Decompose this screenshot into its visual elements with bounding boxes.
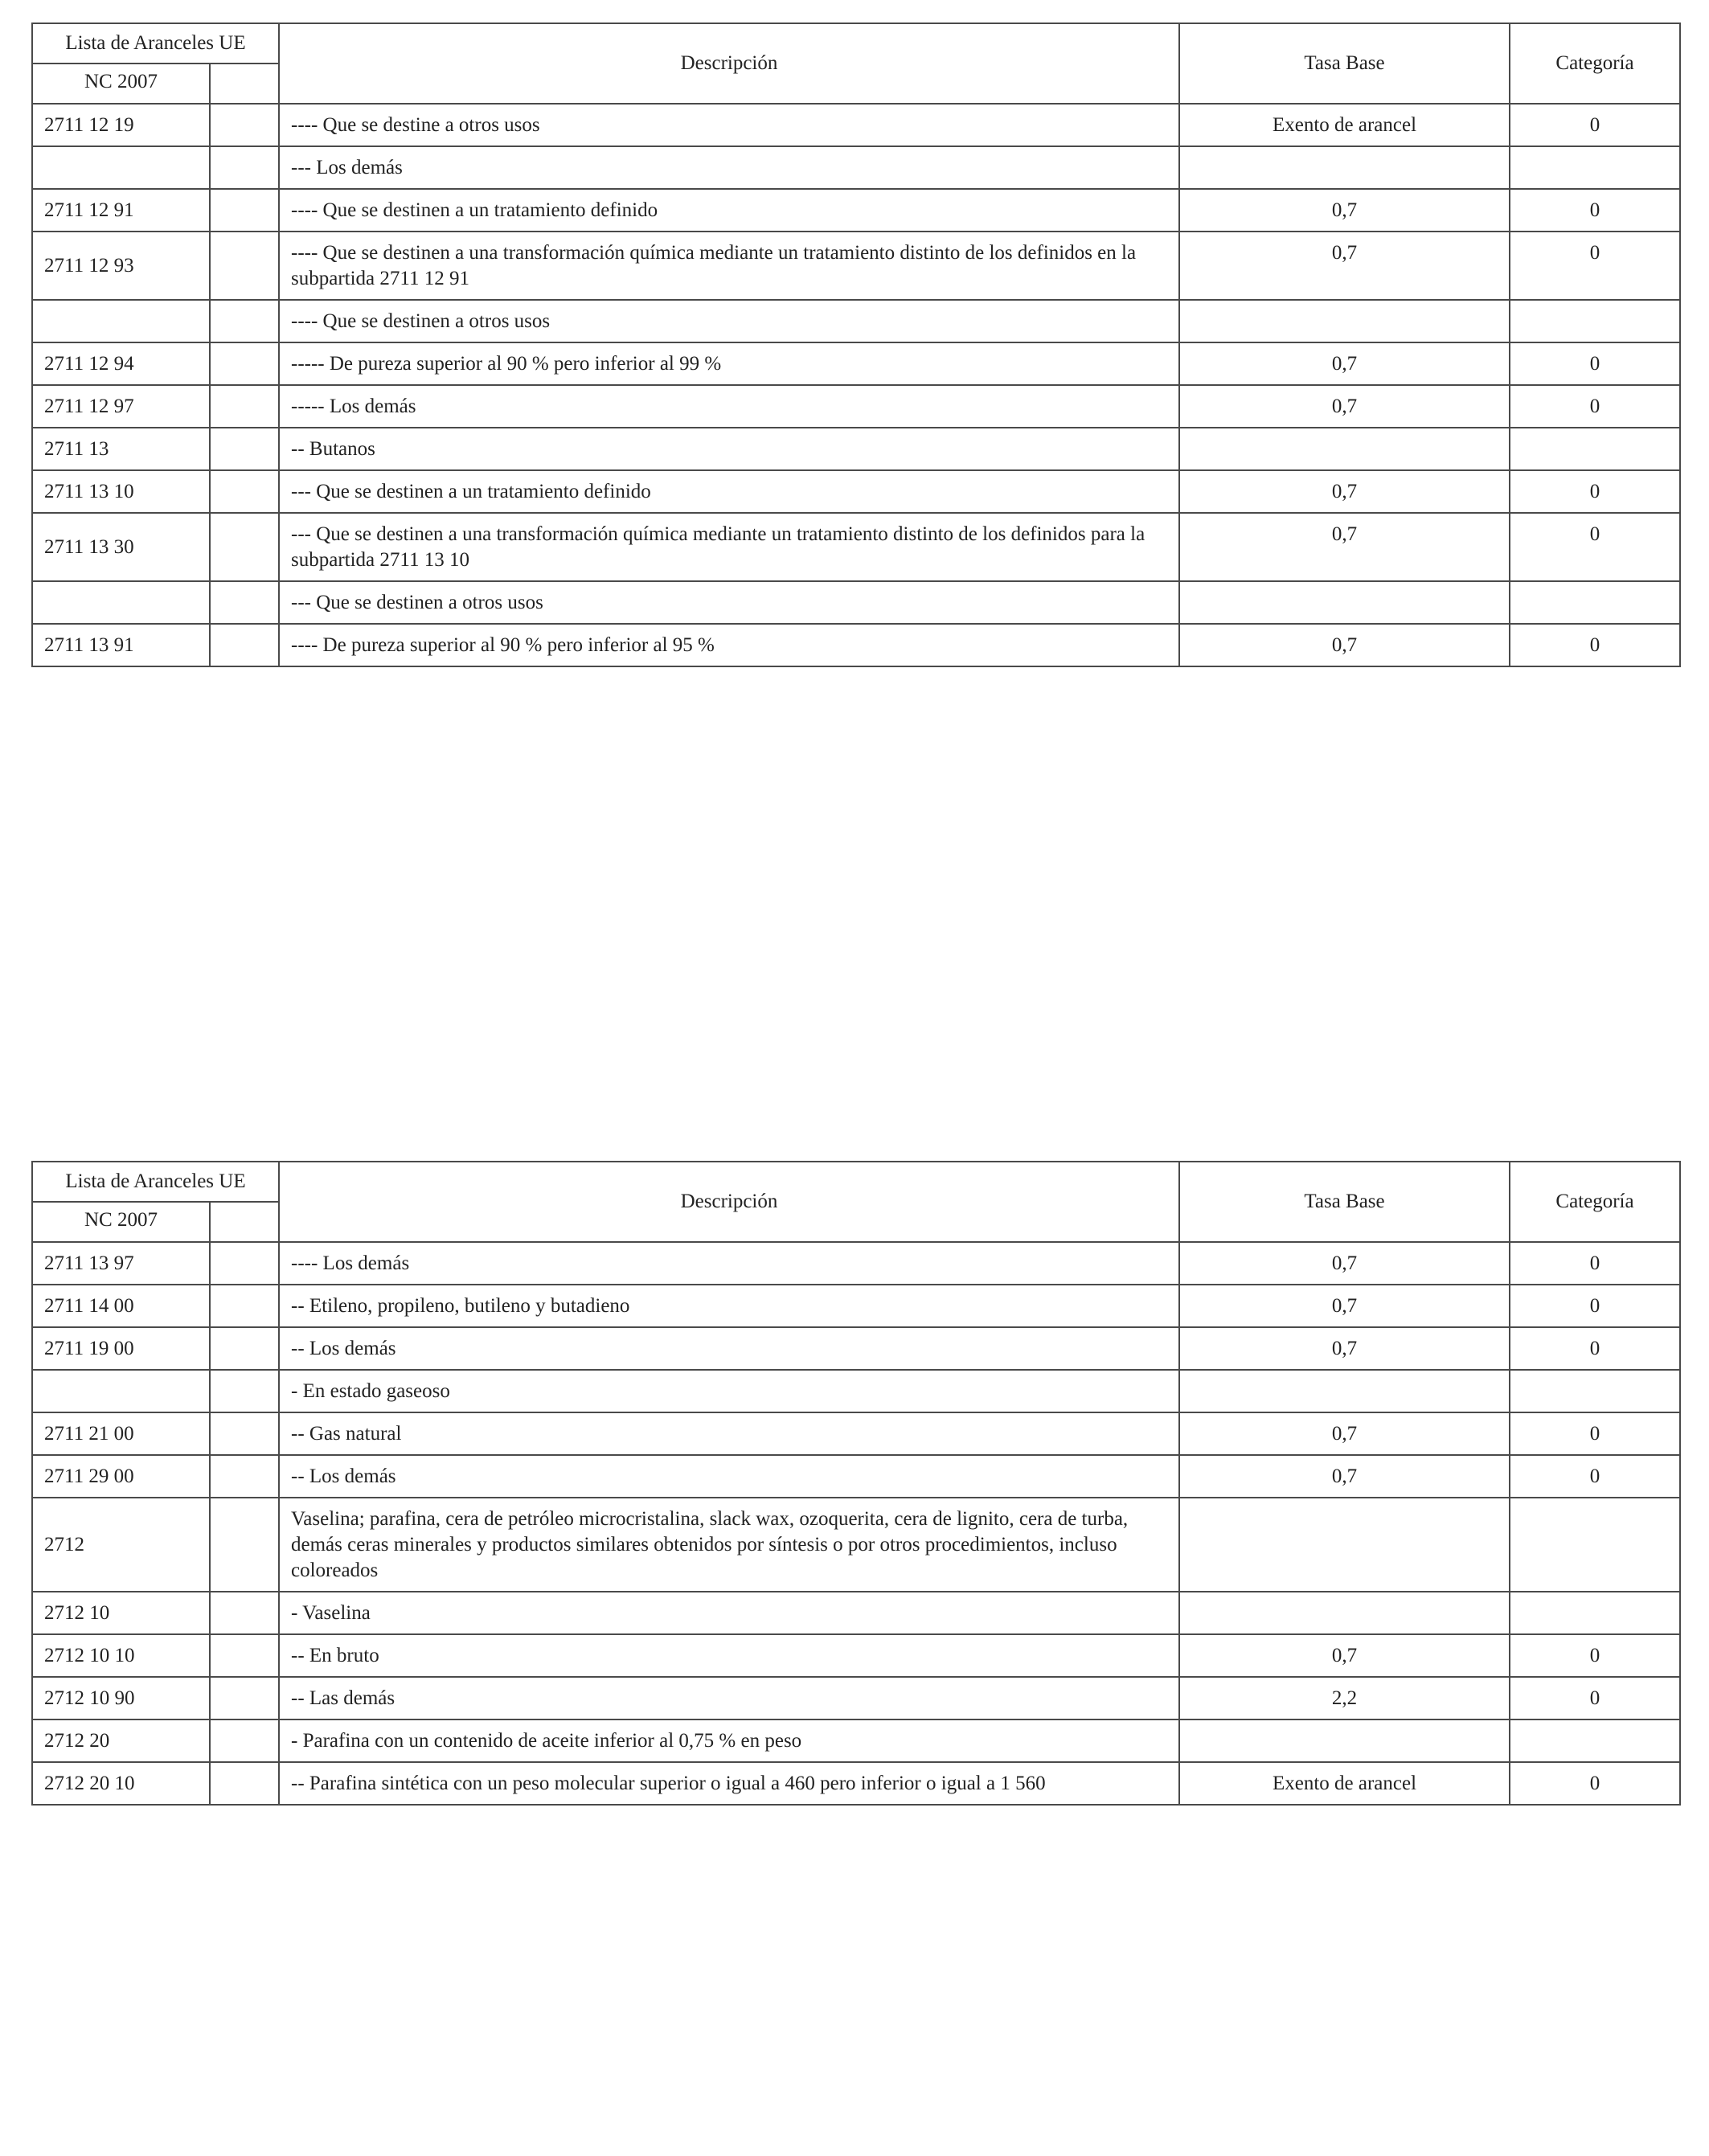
- table-row: [32, 624, 1680, 666]
- table-row: [32, 146, 1680, 189]
- description-cell: - En estado gaseoso: [279, 1370, 1179, 1412]
- description-cell: --- Que se destinen a una transformación química mediante un tratamiento distinto de los definidos para la subpartida 2711 13 10: [279, 513, 1179, 581]
- category-cell: [1510, 1498, 1680, 1592]
- table-row: [32, 513, 1680, 581]
- list-header: Lista de Aranceles UE: [32, 1162, 279, 1202]
- header-row: [32, 1162, 1680, 1202]
- blank-cell: [210, 104, 279, 146]
- description-cell: Vaselina; parafina, cera de petróleo microcristalina, slack wax, ozoquerita, cera de lignito, cera de turba, demás ceras minerales y productos similares obtenidos por síntesis o por otros procedimientos, incluso coloreados: [279, 1498, 1179, 1592]
- table-row: [32, 104, 1680, 146]
- category-cell: 0: [1510, 1634, 1680, 1677]
- description-cell: ---- Que se destinen a un tratamiento definido: [279, 189, 1179, 232]
- description-header: Descripción: [279, 23, 1179, 104]
- tariff-table-body: [32, 23, 1680, 666]
- tariff-code-cell: 2712 20: [32, 1719, 210, 1762]
- blank-cell: [210, 1327, 279, 1370]
- tariff-code-cell: 2711 13: [32, 428, 210, 470]
- tariff-code-cell: 2712 20 10: [32, 1762, 210, 1805]
- tariff-code-cell: 2711 13 30: [32, 513, 210, 581]
- base-rate-cell: 0,7: [1179, 189, 1510, 232]
- base-rate-cell: 0,7: [1179, 1285, 1510, 1327]
- table-row: [32, 189, 1680, 232]
- table-row: [32, 1455, 1680, 1498]
- base-rate-cell: 0,7: [1179, 624, 1510, 666]
- blank-cell: [210, 1412, 279, 1455]
- description-cell: -- Los demás: [279, 1455, 1179, 1498]
- category-cell: 0: [1510, 470, 1680, 513]
- tariff-code-cell: 2711 29 00: [32, 1455, 210, 1498]
- base-rate-cell: 0,7: [1179, 232, 1510, 300]
- table-row: [32, 428, 1680, 470]
- table-row: [32, 1592, 1680, 1634]
- base-rate-cell: 0,7: [1179, 470, 1510, 513]
- base-rate-cell: [1179, 146, 1510, 189]
- category-header: Categoría: [1510, 23, 1680, 104]
- category-cell: 0: [1510, 1242, 1680, 1285]
- tariff-code-cell: 2712 10 90: [32, 1677, 210, 1719]
- blank-cell: [210, 1677, 279, 1719]
- tariff-code-cell: 2711 12 97: [32, 385, 210, 428]
- tariff-code-cell: [32, 581, 210, 624]
- base-rate-cell: Exento de arancel: [1179, 104, 1510, 146]
- base-rate-cell: 0,7: [1179, 1455, 1510, 1498]
- tariff-code-cell: [32, 1370, 210, 1412]
- tariff-table-1: [31, 23, 1681, 667]
- base-rate-cell: Exento de arancel: [1179, 1762, 1510, 1805]
- category-cell: [1510, 300, 1680, 342]
- category-cell: 0: [1510, 232, 1680, 300]
- blank-cell: [210, 1762, 279, 1805]
- tariff-code-cell: [32, 146, 210, 189]
- blank-cell: [210, 513, 279, 581]
- table-row: [32, 1762, 1680, 1805]
- category-cell: 0: [1510, 1285, 1680, 1327]
- tariff-code-cell: 2711 12 93: [32, 232, 210, 300]
- blank-cell: [210, 1370, 279, 1412]
- table-row: [32, 581, 1680, 624]
- base-rate-cell: 0,7: [1179, 385, 1510, 428]
- blank-cell: [210, 1285, 279, 1327]
- base-rate-cell: 0,7: [1179, 342, 1510, 385]
- tariff-code-cell: 2712: [32, 1498, 210, 1592]
- base-rate-cell: [1179, 1498, 1510, 1592]
- base-rate-cell: [1179, 1592, 1510, 1634]
- tariff-code-cell: 2711 19 00: [32, 1327, 210, 1370]
- category-cell: [1510, 146, 1680, 189]
- tariff-code-cell: 2711 12 19: [32, 104, 210, 146]
- blank-cell: [210, 189, 279, 232]
- base-rate-cell: [1179, 300, 1510, 342]
- table-row: [32, 1285, 1680, 1327]
- base-rate-cell: [1179, 1719, 1510, 1762]
- table-row: [32, 1677, 1680, 1719]
- category-cell: 0: [1510, 104, 1680, 146]
- description-cell: -- Parafina sintética con un peso molecular superior o igual a 460 pero inferior o igual a 1 560: [279, 1762, 1179, 1805]
- description-cell: ----- Los demás: [279, 385, 1179, 428]
- description-cell: -- Los demás: [279, 1327, 1179, 1370]
- table-row: [32, 232, 1680, 300]
- base-rate-header: Tasa Base: [1179, 1162, 1510, 1242]
- blank-header-cell: [210, 64, 279, 104]
- category-cell: [1510, 428, 1680, 470]
- base-rate-cell: [1179, 581, 1510, 624]
- tariff-code-cell: 2711 21 00: [32, 1412, 210, 1455]
- description-cell: --- Que se destinen a otros usos: [279, 581, 1179, 624]
- table-row: [32, 1719, 1680, 1762]
- description-cell: -- En bruto: [279, 1634, 1179, 1677]
- tariff-table-body: [32, 1162, 1680, 1805]
- base-rate-cell: 0,7: [1179, 513, 1510, 581]
- base-rate-cell: 0,7: [1179, 1242, 1510, 1285]
- blank-cell: [210, 1498, 279, 1592]
- category-cell: 0: [1510, 1327, 1680, 1370]
- table-row: [32, 1370, 1680, 1412]
- description-cell: ---- Que se destinen a una transformación química mediante un tratamiento distinto de los definidos en la subpartida 2711 12 91: [279, 232, 1179, 300]
- tariff-code-cell: 2711 13 97: [32, 1242, 210, 1285]
- description-cell: - Parafina con un contenido de aceite inferior al 0,75 % en peso: [279, 1719, 1179, 1762]
- description-cell: --- Los demás: [279, 146, 1179, 189]
- description-cell: ---- Los demás: [279, 1242, 1179, 1285]
- category-cell: 0: [1510, 1412, 1680, 1455]
- category-cell: 0: [1510, 342, 1680, 385]
- tariff-code-cell: 2711 12 94: [32, 342, 210, 385]
- tariff-code-cell: 2712 10: [32, 1592, 210, 1634]
- description-cell: -- Gas natural: [279, 1412, 1179, 1455]
- category-header: Categoría: [1510, 1162, 1680, 1242]
- description-cell: - Vaselina: [279, 1592, 1179, 1634]
- blank-cell: [210, 470, 279, 513]
- blank-cell: [210, 624, 279, 666]
- base-rate-cell: 0,7: [1179, 1327, 1510, 1370]
- description-cell: -- Etileno, propileno, butileno y butadieno: [279, 1285, 1179, 1327]
- nc-header: NC 2007: [32, 1202, 210, 1242]
- table-row: [32, 300, 1680, 342]
- blank-cell: [210, 146, 279, 189]
- blank-cell: [210, 428, 279, 470]
- category-cell: 0: [1510, 189, 1680, 232]
- tariff-table-2: [31, 1161, 1681, 1806]
- base-rate-cell: 0,7: [1179, 1412, 1510, 1455]
- category-cell: [1510, 581, 1680, 624]
- category-cell: 0: [1510, 513, 1680, 581]
- blank-cell: [210, 342, 279, 385]
- blank-header-cell: [210, 1202, 279, 1242]
- list-header: Lista de Aranceles UE: [32, 23, 279, 64]
- description-header: Descripción: [279, 1162, 1179, 1242]
- header-row: [32, 23, 1680, 64]
- category-cell: 0: [1510, 1677, 1680, 1719]
- tariff-code-cell: 2711 14 00: [32, 1285, 210, 1327]
- table-row: [32, 1242, 1680, 1285]
- table-row: [32, 1327, 1680, 1370]
- description-cell: ---- De pureza superior al 90 % pero inferior al 95 %: [279, 624, 1179, 666]
- blank-cell: [210, 300, 279, 342]
- category-cell: 0: [1510, 385, 1680, 428]
- description-cell: ---- Que se destinen a otros usos: [279, 300, 1179, 342]
- category-cell: [1510, 1370, 1680, 1412]
- base-rate-cell: 2,2: [1179, 1677, 1510, 1719]
- table-row: [32, 1412, 1680, 1455]
- table-row: [32, 470, 1680, 513]
- blank-cell: [210, 1242, 279, 1285]
- category-cell: 0: [1510, 624, 1680, 666]
- category-cell: [1510, 1592, 1680, 1634]
- tariff-code-cell: 2712 10 10: [32, 1634, 210, 1677]
- description-cell: ---- Que se destine a otros usos: [279, 104, 1179, 146]
- tariff-code-cell: 2711 13 10: [32, 470, 210, 513]
- blank-cell: [210, 1634, 279, 1677]
- base-rate-cell: 0,7: [1179, 1634, 1510, 1677]
- tariff-code-cell: [32, 300, 210, 342]
- table-row: [32, 1634, 1680, 1677]
- tariff-code-cell: 2711 13 91: [32, 624, 210, 666]
- table-row: [32, 1498, 1680, 1592]
- blank-cell: [210, 1455, 279, 1498]
- base-rate-header: Tasa Base: [1179, 23, 1510, 104]
- nc-header: NC 2007: [32, 64, 210, 104]
- description-cell: -- Butanos: [279, 428, 1179, 470]
- blank-cell: [210, 1719, 279, 1762]
- category-cell: 0: [1510, 1455, 1680, 1498]
- description-cell: ----- De pureza superior al 90 % pero inferior al 99 %: [279, 342, 1179, 385]
- base-rate-cell: [1179, 428, 1510, 470]
- tariff-code-cell: 2711 12 91: [32, 189, 210, 232]
- blank-cell: [210, 1592, 279, 1634]
- blank-cell: [210, 232, 279, 300]
- description-cell: -- Las demás: [279, 1677, 1179, 1719]
- blank-cell: [210, 581, 279, 624]
- category-cell: [1510, 1719, 1680, 1762]
- blank-cell: [210, 385, 279, 428]
- table-row: [32, 385, 1680, 428]
- base-rate-cell: [1179, 1370, 1510, 1412]
- category-cell: 0: [1510, 1762, 1680, 1805]
- description-cell: --- Que se destinen a un tratamiento definido: [279, 470, 1179, 513]
- table-row: [32, 342, 1680, 385]
